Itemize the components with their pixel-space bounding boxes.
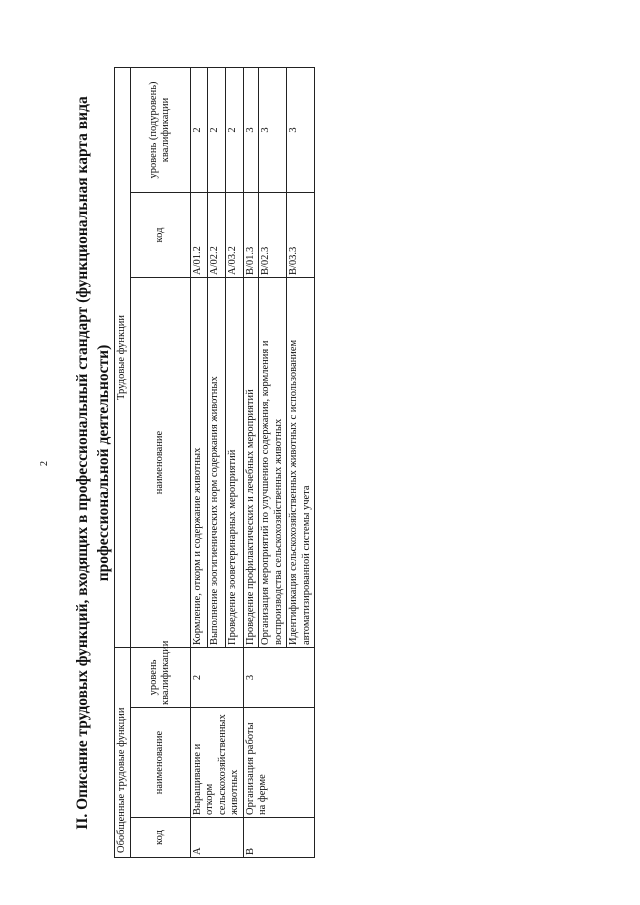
group-name: Организация работы на ферме xyxy=(243,708,315,818)
function-code: А/01.2 xyxy=(190,193,208,278)
function-name: Организация мероприятий по улучшению содержания, кормления и воспроизводства сельскохозяйственных животных xyxy=(259,278,287,648)
header-labor-functions: Трудовые функции xyxy=(115,67,131,647)
function-name: Идентификация сельскохозяйственных животных с использованием автоматизированной системы учета xyxy=(287,278,315,648)
title-line-2: профессиональной деятельности) xyxy=(95,344,112,582)
header-labor-code: код xyxy=(130,193,190,278)
function-level: 3 xyxy=(259,67,287,192)
rotated-page-content xyxy=(72,68,362,858)
function-name: Кормление, откорм и содержание животных xyxy=(190,278,208,648)
section-title xyxy=(72,68,114,858)
function-level: 3 xyxy=(243,67,259,192)
header-labor-name: наименование xyxy=(130,278,190,648)
function-level: 2 xyxy=(208,67,226,192)
function-level: 3 xyxy=(287,67,315,192)
header-code: код xyxy=(130,818,190,858)
group-level: 3 xyxy=(243,648,315,708)
header-generalized-functions: Обобщенные трудовые функции xyxy=(115,648,131,858)
function-name: Проведение зооветеринарных мероприятий xyxy=(225,278,243,648)
function-code: В/02.3 xyxy=(259,193,287,278)
table-row xyxy=(190,67,208,857)
group-code: А xyxy=(190,818,243,858)
function-code: А/02.2 xyxy=(208,193,226,278)
header-name: наименование xyxy=(130,708,190,818)
header-level: уровень квалификации xyxy=(130,648,190,708)
function-code: А/03.2 xyxy=(225,193,243,278)
header-sublevel: уровень (подуровень) квалификации xyxy=(130,67,190,192)
function-name: Выполнение зоогигиенических норм содержания животных xyxy=(208,278,226,648)
function-name: Проведение профилактических и лечебных мероприятий xyxy=(243,278,259,648)
function-level: 2 xyxy=(225,67,243,192)
group-name: Выращивание и откорм сельскохозяйственных животных xyxy=(190,708,243,818)
title-line-1: II. Описание трудовых функций, входящих в профессиональный стандарт (функциональная карта вида xyxy=(74,96,91,830)
group-level: 2 xyxy=(190,648,243,708)
page-number: 2 xyxy=(39,461,50,466)
table-row xyxy=(243,67,259,857)
function-code: В/01.3 xyxy=(243,193,259,278)
function-code: В/03.3 xyxy=(287,193,315,278)
functional-map-table xyxy=(114,67,315,858)
function-level: 2 xyxy=(190,67,208,192)
group-code: В xyxy=(243,818,315,858)
